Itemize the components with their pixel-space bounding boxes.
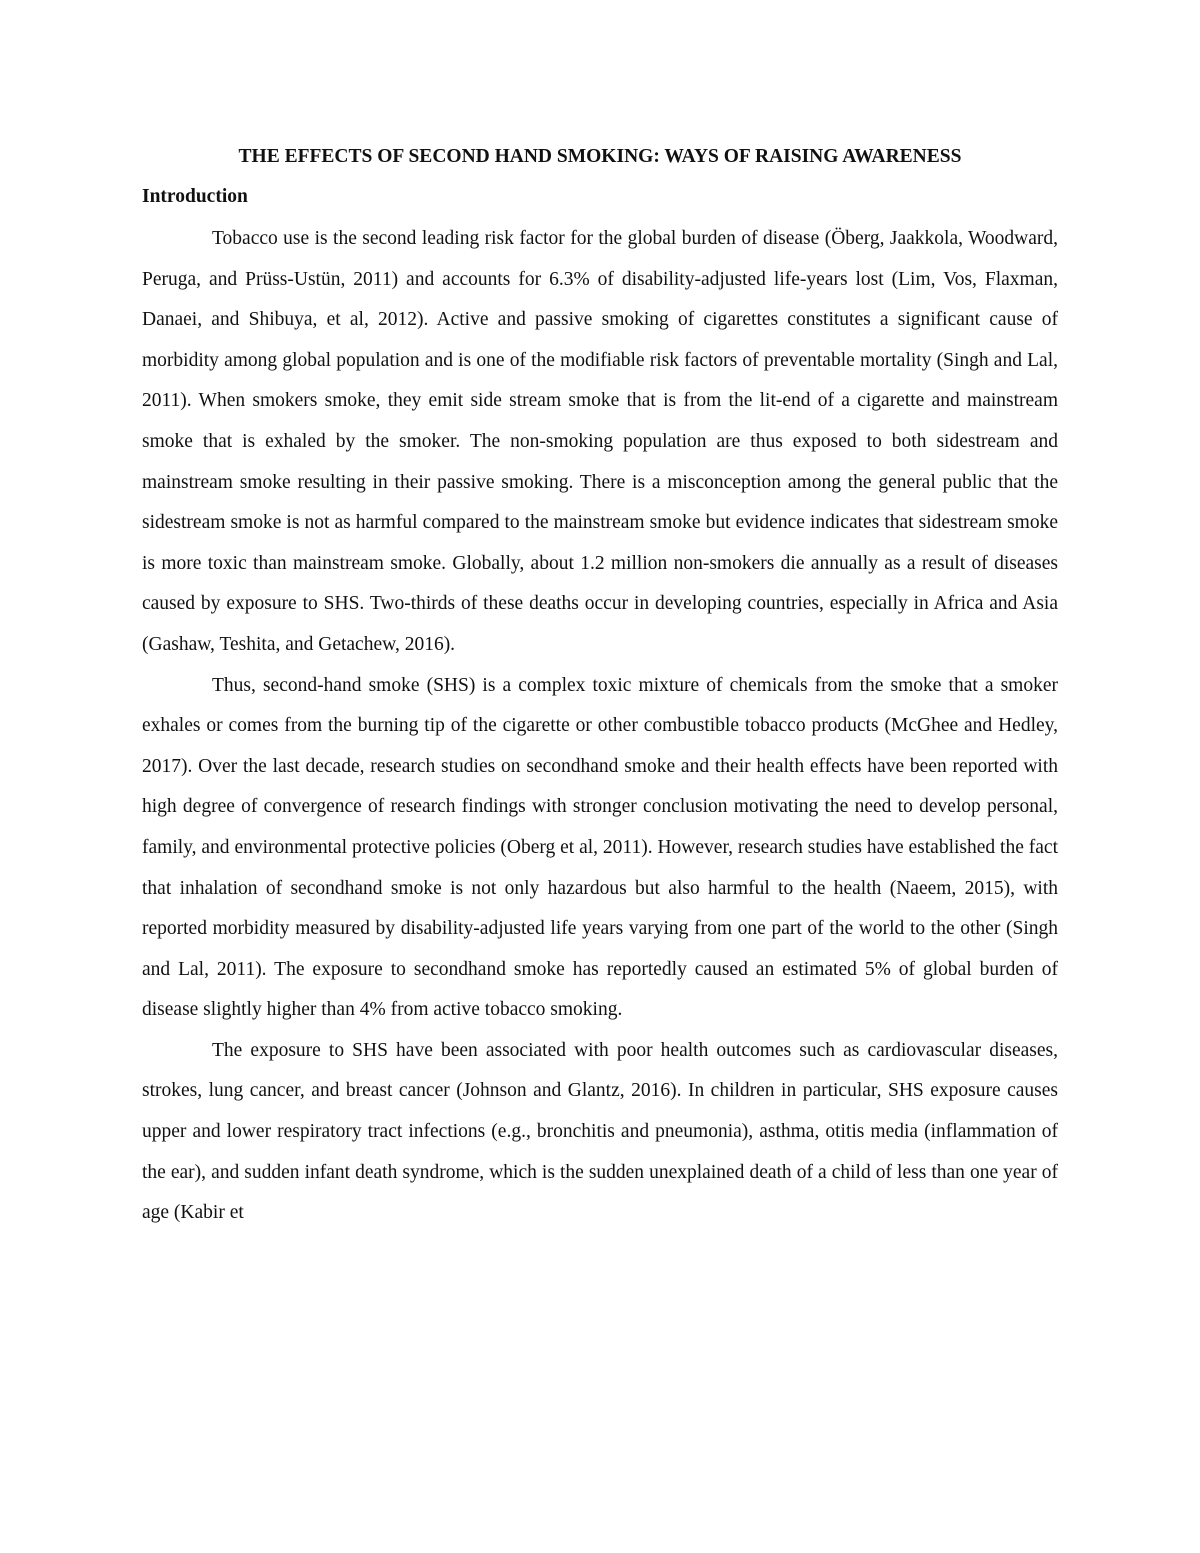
document-title: THE EFFECTS OF SECOND HAND SMOKING: WAYS OF RAISING AWARENESS — [238, 146, 962, 167]
paragraph-2: Thus, second-hand smoke (SHS) is a complex toxic mixture of chemicals from the smoke that a smoker exhales or comes from the burning tip of the cigarette or other combustible tobacco products (McGhee and Hedley, 2017). Over the last decade, research studies on secondhand smoke and their health effects have been reported with high degree of convergence of research findings with stronger conclusion motivating the need to develop personal, family, and environmental protective policies (Oberg et al, 2011). However, research studies have established the fact that inhalation of secondhand smoke is not only hazardous but also harmful to the health (Naeem, 2015), with reported morbidity measured by disability-adjusted life years varying from one part of the world to the other (Singh and Lal, 2011). The exposure to secondhand smoke has reportedly caused an estimated 5% of global burden of disease slightly higher than 4% from active tobacco smoking. — [142, 674, 1058, 1021]
paragraph-1: Tobacco use is the second leading risk factor for the global burden of disease (Öberg, Jaakkola, Woodward, Peruga, and Prüss-Ustün, 2011) and accounts for 6.3% of disability-adjusted life-years lost (Lim, Vos, Flaxman, Danaei, and Shibuya, et al, 2012). Active and passive smoking of cigarettes constitutes a significant cause of morbidity among global population and is one of the modifiable risk factors of preventable mortality (Singh and Lal, 2011). When smokers smoke, they emit side stream smoke that is from the lit-end of a cigarette and mainstream smoke that is exhaled by the smoker. The non-smoking population are thus exposed to both sidestream and mainstream smoke resulting in their passive smoking. There is a misconception among the general public that the sidestream smoke is not as harmful compared to the mainstream smoke but evidence indicates that sidestream smoke is more toxic than mainstream smoke. Globally, about 1.2 million non-smokers die annually as a result of diseases caused by exposure to SHS. Two-thirds of these deaths occur in developing countries, especially in Africa and Asia (Gashaw, Teshita, and Getachew, 2016). — [142, 228, 1058, 655]
paragraph-3: The exposure to SHS have been associated with poor health outcomes such as cardiovascular diseases, strokes, lung cancer, and breast cancer (Johnson and Glantz, 2016). In children in particular, SHS exposure causes upper and lower respiratory tract infections (e.g., bronchitis and pneumonia), asthma, otitis media (inflammation of the ear), and sudden infant death syndrome, which is the sudden unexplained death of a child of less than one year of age (Kabir et — [142, 1039, 1058, 1224]
document-body — [142, 143, 1058, 1234]
section-heading: Introduction — [142, 186, 248, 207]
